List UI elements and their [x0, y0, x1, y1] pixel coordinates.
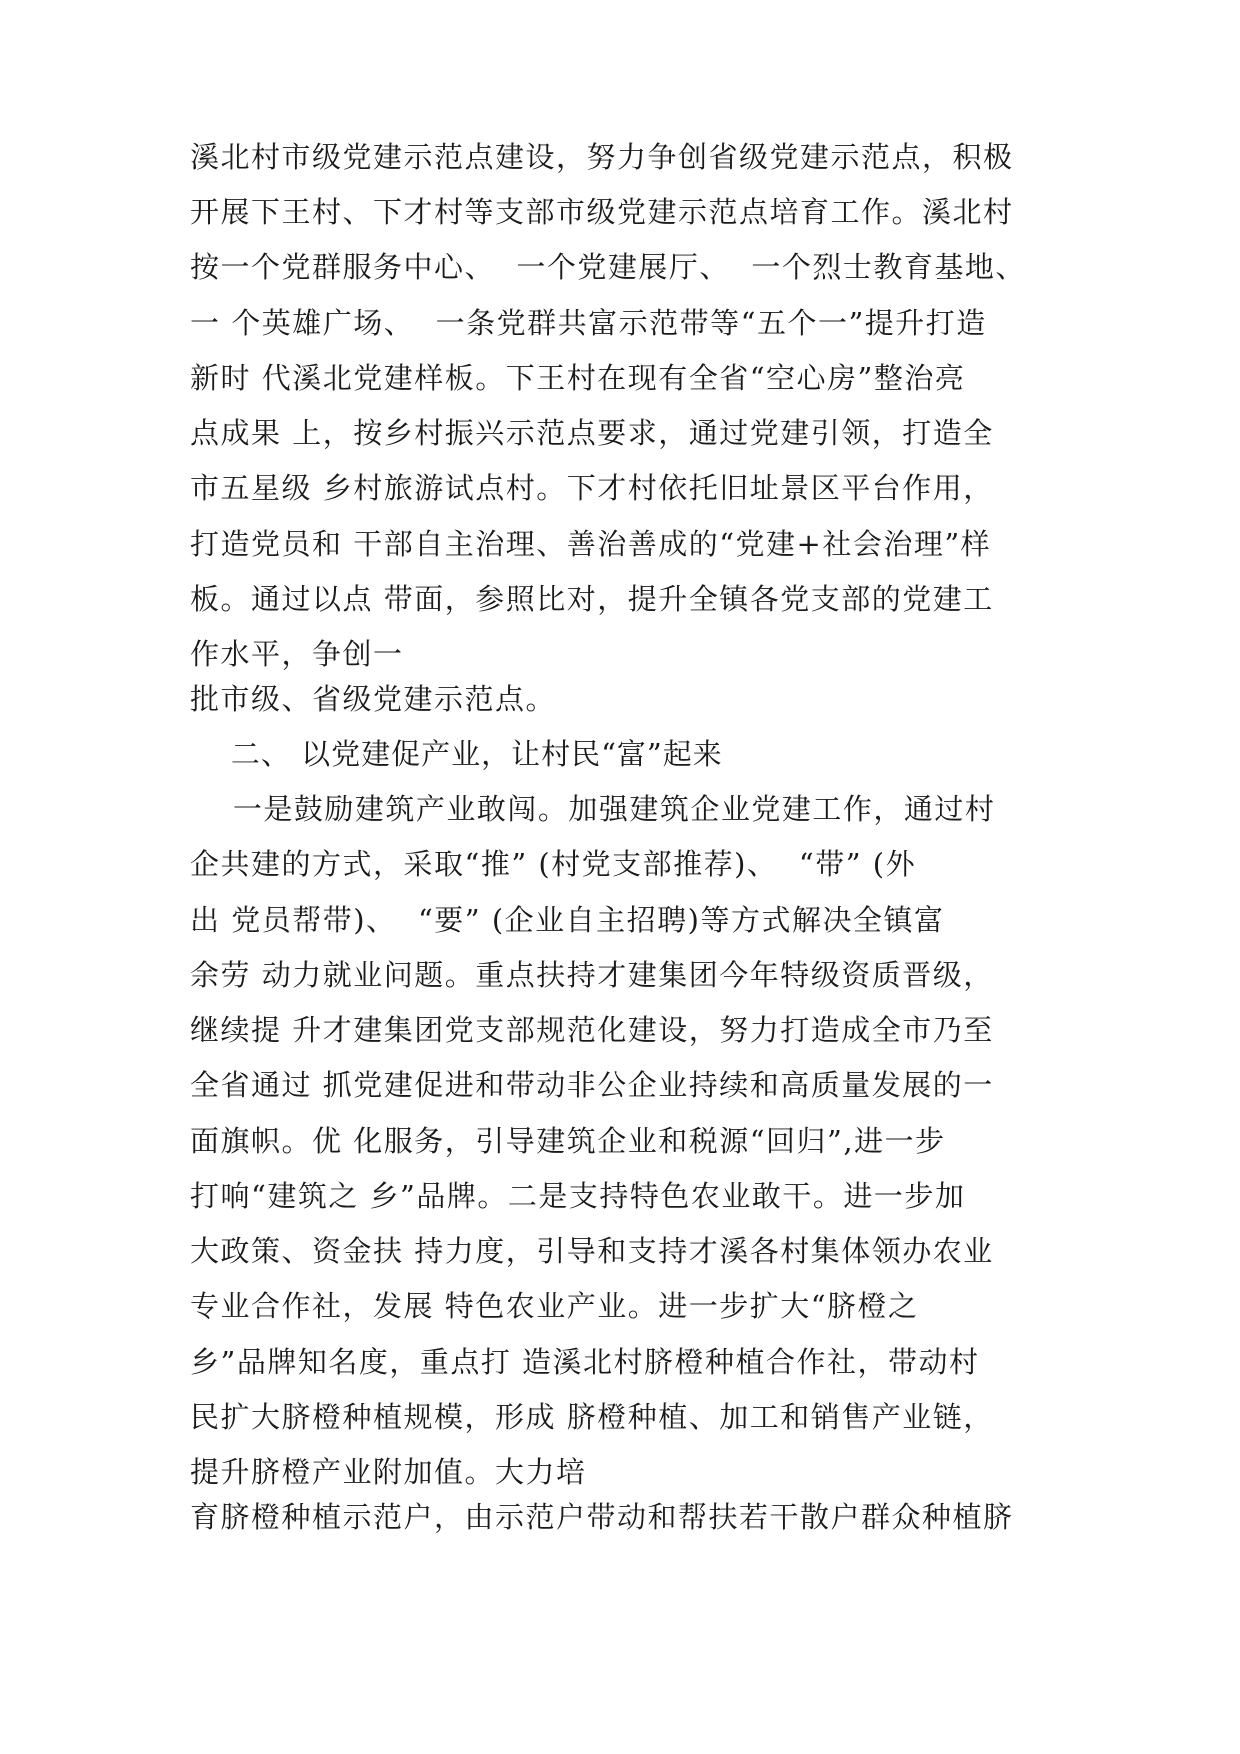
text-line: 一 个英雄广场、 一条党群共富示范带等“五个一”提升打造: [190, 306, 987, 340]
text-line: 企共建的方式，采取“推” (村党支部推荐)、 “带” (外: [190, 847, 917, 881]
text-line: 继续提 升才建集团党支部规范化建设，努力打造成全市乃至: [190, 1013, 994, 1047]
text-line: 面旗帜。优 化服务，引导建筑企业和税源“回归”,进一步: [190, 1124, 946, 1158]
text-line: 专业合作社，发展 特色农业产业。进一步扩大“脐橙之: [190, 1289, 919, 1323]
text-line: 余劳 动力就业问题。重点扶持才建集团今年特级资质晋级，: [190, 958, 994, 992]
text-line: 打响“建筑之 乡”品牌。二是支持特色农业敢干。进一步加: [190, 1179, 966, 1213]
text-line: 开展下王村、下才村等支部市级党建示范点培育工作。溪北村: [190, 195, 1014, 229]
text-line: 作水平，争创一: [190, 637, 404, 671]
text-line: 育脐橙种植示范户，由示范户带动和帮扶若干散户群众种植脐: [190, 1500, 1014, 1534]
text-line: 一是鼓励建筑产业敢闯。加强建筑企业党建工作，通过村: [190, 792, 996, 826]
text-line: 溪北村市级党建示范点建设，努力争创省级党建示范点，积极: [190, 140, 1014, 174]
text-line: 提升脐橙产业附加值。大力培: [190, 1455, 587, 1489]
text-line: 大政策、资金扶 持力度，引导和支持才溪各村集体领办农业: [190, 1234, 994, 1268]
section-heading: 二、 以党建促产业，让村民“富”起来: [190, 737, 723, 771]
text-line: 按一个党群服务中心、 一个党建展厅、 一个烈士教育基地、: [190, 250, 1026, 284]
text-line: 出 党员帮带)、 “要” (企业自主招聘)等方式解决全镇富: [190, 903, 945, 937]
text-line: 市五星级 乡村旅游试点村。下才村依托旧址景区平台作用，: [190, 471, 994, 505]
text-line: 全省通过 抓党建促进和带动非公企业持续和高质量发展的一: [190, 1068, 994, 1102]
text-line: 点成果 上，按乡村振兴示范点要求，通过党建引领，打造全: [190, 416, 994, 450]
text-line: 新时 代溪北党建样板。下王村在现有全省“空心房”整治亮: [190, 361, 966, 395]
text-line: 板。通过以点 带面，参照比对，提升全镇各党支部的党建工: [190, 582, 994, 616]
text-line: 民扩大脐橙种植规模，形成 脐橙种植、加工和销售产业链，: [190, 1400, 994, 1434]
text-line: 批市级、省级党建示范点。: [190, 682, 557, 716]
text-line: 打造党员和 干部自主治理、善治善成的“党建+社会治理”样: [190, 527, 992, 561]
text-line: 乡”品牌知名度，重点打 造溪北村脐橙种植合作社，带动村: [190, 1345, 980, 1379]
